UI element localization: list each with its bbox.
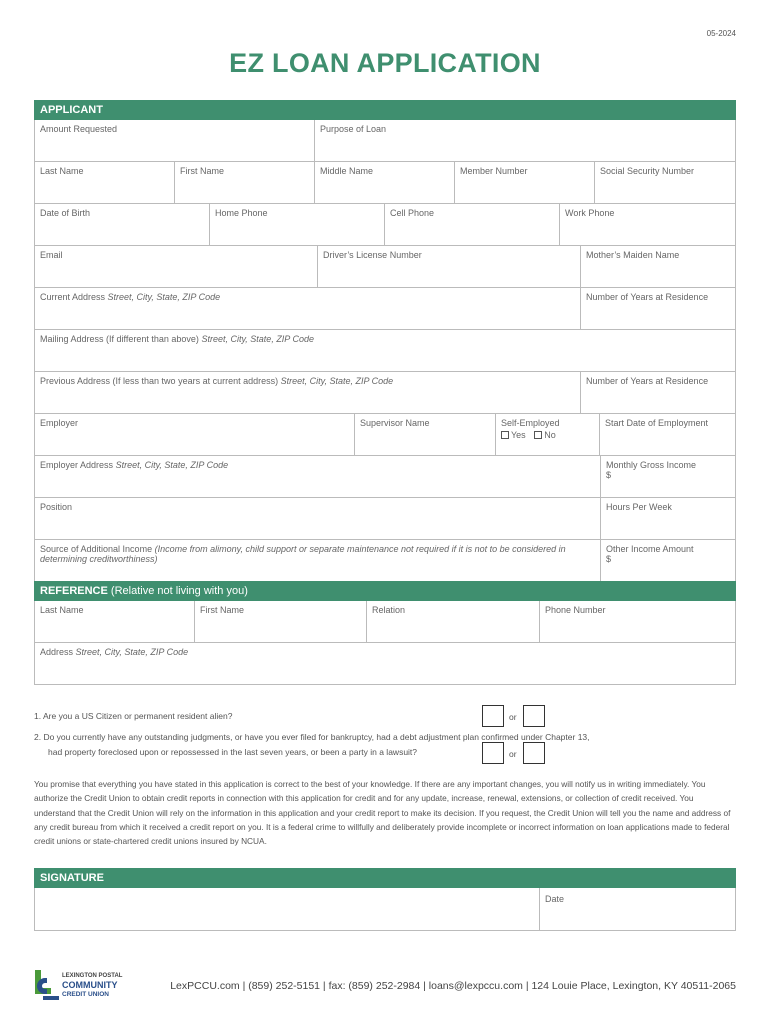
hours-per-week-label: Hours Per Week: [606, 502, 672, 512]
position-label: Position: [40, 502, 73, 512]
email-label: Email: [40, 250, 63, 260]
question-2-line-2: had property foreclosed upon or repossessed in the last seven years, or been a party in a lawsuit?: [48, 747, 418, 757]
current-address-label: Current Address: [40, 292, 106, 302]
reference-first-name-label: First Name: [200, 605, 245, 615]
ssn-label: Social Security Number: [600, 166, 695, 176]
start-date-label: Start Date of Employment: [605, 418, 709, 428]
monthly-income-dollar: $: [606, 470, 612, 480]
supervisor-name-field[interactable]: [355, 414, 496, 455]
self-employed-yes-checkbox[interactable]: [501, 431, 509, 439]
middle-name-field[interactable]: [315, 162, 455, 203]
previous-address-label: Previous Address (If less than two years at current address): [40, 376, 279, 386]
monthly-income-label: Monthly Gross Income: [606, 460, 697, 470]
previous-address-hint: Street, City, State, ZIP Code: [280, 376, 394, 386]
page-title: EZ LOAN APPLICATION: [229, 48, 541, 78]
question-2-or: or: [509, 749, 517, 759]
email-field[interactable]: [35, 246, 318, 287]
question-1-no-box[interactable]: [523, 705, 545, 727]
hours-per-week-field[interactable]: [601, 498, 735, 539]
signature-area: [34, 888, 736, 931]
amount-requested-label: Amount Requested: [40, 124, 118, 134]
reference-first-name-field[interactable]: [195, 601, 367, 642]
other-income-field[interactable]: [601, 540, 735, 581]
reference-last-name-field[interactable]: [35, 601, 195, 642]
first-name-label: First Name: [180, 166, 225, 176]
question-1-yes-box[interactable]: [482, 705, 504, 727]
drivers-license-field[interactable]: [318, 246, 581, 287]
logo-line-2: COMMUNITY: [62, 980, 118, 990]
drivers-license-label: Driver’s License Number: [323, 250, 422, 260]
reference-phone-field[interactable]: [540, 601, 735, 642]
form-code: 05-2024: [706, 29, 736, 38]
mothers-maiden-name-label: Mother’s Maiden Name: [586, 250, 680, 260]
additional-income-field[interactable]: [35, 540, 601, 581]
ssn-field[interactable]: [595, 162, 735, 203]
signature-section-title: SIGNATURE: [40, 872, 104, 884]
current-address-field[interactable]: [35, 288, 581, 329]
logo-line-3: CREDIT UNION: [62, 991, 109, 998]
reference-section-title: REFERENCE: [40, 585, 108, 597]
middle-name-label: Middle Name: [320, 166, 374, 176]
employer-field[interactable]: [35, 414, 355, 455]
dob-field[interactable]: [35, 204, 210, 245]
applicant-grid: [34, 120, 736, 582]
work-phone-label: Work Phone: [565, 208, 615, 218]
signature-field[interactable]: [35, 888, 540, 930]
supervisor-name-label: Supervisor Name: [360, 418, 430, 428]
mailing-address-hint: Street, City, State, ZIP Code: [201, 334, 314, 344]
years-at-residence-label: Number of Years at Residence: [586, 292, 709, 302]
previous-years-at-residence-label: Number of Years at Residence: [586, 376, 709, 386]
other-income-dollar: $: [606, 554, 612, 564]
footer-contact: LexPCCU.com | (859) 252-5151 | fax: (859) 252-2984 | loans@lexpccu.com | 124 Louie Place, Lexington, KY 40511-2065: [170, 980, 736, 992]
position-field[interactable]: [35, 498, 601, 539]
self-employed-no-checkbox[interactable]: [534, 431, 542, 439]
cell-phone-field[interactable]: [385, 204, 560, 245]
start-date-field[interactable]: [600, 414, 735, 455]
employer-address-field[interactable]: [35, 456, 601, 497]
signature-date-field[interactable]: [540, 888, 569, 930]
reference-address-label: Address: [40, 647, 74, 657]
applicant-section-header: [34, 100, 736, 120]
reference-last-name-label: Last Name: [40, 605, 84, 615]
last-name-label: Last Name: [40, 166, 84, 176]
self-employed-no-label: No: [544, 430, 556, 440]
signature-section-header: [34, 868, 736, 888]
reference-section-subtitle: (Relative not living with you): [110, 585, 248, 597]
current-address-hint: Street, City, State, ZIP Code: [107, 292, 221, 302]
additional-income-hint: (Income from alimony, child support or separate maintenance not required if it is not to be considered in determining creditworthiness): [40, 544, 566, 564]
question-2-no-box[interactable]: [523, 742, 545, 764]
reference-address-hint: Street, City, State, ZIP Code: [75, 647, 189, 657]
mailing-address-field[interactable]: [35, 330, 735, 371]
logo-line-1: LEXINGTON POSTAL: [62, 973, 123, 979]
monthly-income-field[interactable]: [601, 456, 735, 497]
question-1: 1. Are you a US Citizen or permanent resident alien?: [34, 711, 233, 721]
employer-label: Employer: [40, 418, 79, 428]
applicant-section-title: APPLICANT: [40, 104, 103, 116]
self-employed-yes-label: Yes: [511, 430, 526, 440]
logo-icon: [34, 968, 60, 1002]
other-income-label: Other Income Amount: [606, 544, 694, 554]
self-employed-field: [496, 414, 600, 455]
previous-years-at-residence-field[interactable]: [581, 372, 735, 413]
purpose-of-loan-label: Purpose of Loan: [320, 124, 387, 134]
reference-phone-label: Phone Number: [545, 605, 606, 615]
dob-label: Date of Birth: [40, 208, 91, 218]
home-phone-label: Home Phone: [215, 208, 268, 218]
credit-union-logo: [34, 968, 134, 1002]
home-phone-field[interactable]: [210, 204, 385, 245]
member-number-label: Member Number: [460, 166, 528, 176]
member-number-field[interactable]: [455, 162, 595, 203]
work-phone-field[interactable]: [560, 204, 735, 245]
cell-phone-label: Cell Phone: [390, 208, 435, 218]
disclaimer-text: You promise that everything you have stated in this application is correct to the best of your knowledge. If there are any important changes, you will notify us in writing immediately. You authorize the Credit Union to obtain credit reports in connection with this application for credit and for any update, increase, renewal, extensions, or collection of credit received. You understand that the Credit Union will rely on the information in this application and your credit report to make its decision. If you request, the Credit Union will tell you the name and address of any credit bureau from which it received a credit report on you. It is a federal crime to willfully and deliberately provide incomplete or incorrect information on loan applications made to federal credit unions or state-chartered credit unions insured by NCUA.: [34, 779, 731, 847]
additional-income-label: Source of Additional Income: [40, 544, 153, 554]
reference-grid: [34, 601, 736, 685]
reference-relation-field[interactable]: [367, 601, 540, 642]
mothers-maiden-name-field[interactable]: [581, 246, 735, 287]
mailing-address-label: Mailing Address (If different than above): [40, 334, 199, 344]
years-at-residence-field[interactable]: [581, 288, 735, 329]
question-2-line-1: 2. Do you currently have any outstanding judgments, or have you ever filed for bankruptcy, had a debt adjustment plan confirmed under Chapter 13,: [34, 732, 590, 742]
self-employed-label: Self-Employed: [501, 418, 560, 428]
signature-date-label: Date: [545, 894, 565, 904]
question-2-yes-box[interactable]: [482, 742, 504, 764]
amount-requested-field[interactable]: [35, 120, 315, 161]
reference-address-field[interactable]: [35, 643, 735, 684]
first-name-field[interactable]: [175, 162, 315, 203]
question-1-or: or: [509, 712, 517, 722]
reference-relation-label: Relation: [372, 605, 406, 615]
purpose-of-loan-field[interactable]: [315, 120, 735, 161]
employer-address-label: Employer Address: [40, 460, 114, 470]
reference-section-header: [34, 581, 736, 601]
last-name-field[interactable]: [35, 162, 175, 203]
previous-address-field[interactable]: [35, 372, 581, 413]
employer-address-hint: Street, City, State, ZIP Code: [115, 460, 229, 470]
